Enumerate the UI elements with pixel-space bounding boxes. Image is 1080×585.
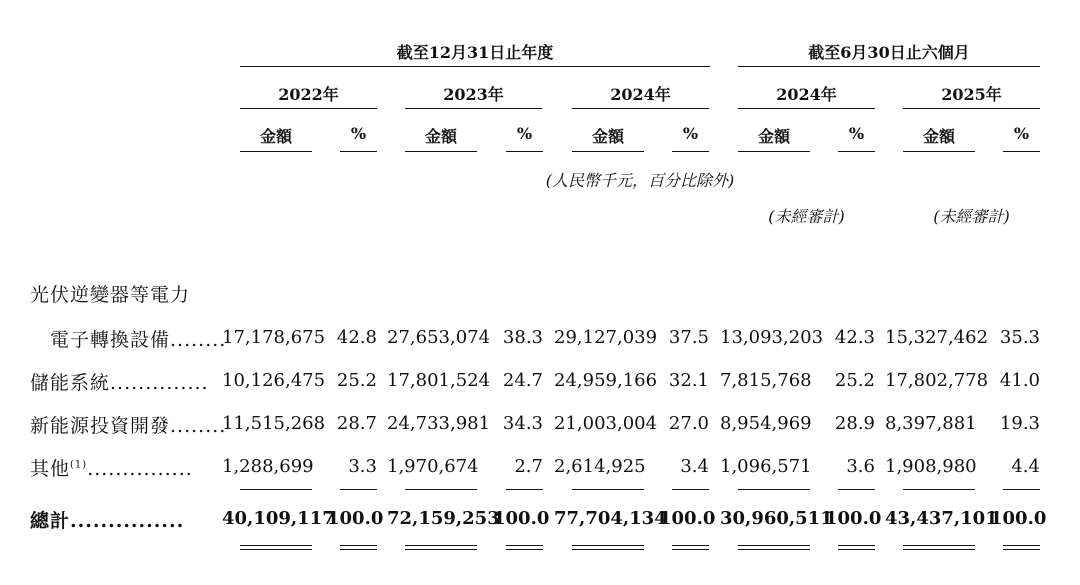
amount-cell: 11,515,268: [222, 413, 326, 434]
header-annual-rule: [240, 66, 710, 67]
header-year-rule: [405, 108, 542, 109]
row-label: [50, 325, 226, 352]
amount-cell: 15,327,462: [885, 327, 989, 348]
amount-cell: 8,397,881: [885, 413, 977, 434]
percent-cell: 4.4: [1011, 456, 1040, 477]
total-double-underline: [506, 545, 543, 550]
col-rule: [340, 151, 377, 152]
header-year-2022: 2022年: [278, 85, 339, 104]
subtotal-underline: [405, 489, 477, 490]
subtotal-underline: [738, 489, 810, 490]
total-double-underline: [672, 545, 709, 550]
row-label: [30, 454, 193, 481]
subtotal-underline: [672, 489, 709, 490]
dot-leader: ........: [170, 329, 227, 351]
percent-cell: 100.0: [493, 508, 550, 529]
total-double-underline: [1003, 545, 1040, 550]
amount-cell: 77,704,134: [554, 508, 667, 529]
unit-note: (人民幣千元，百分比除外): [545, 171, 735, 190]
dot-leader: ...............: [87, 458, 193, 480]
total-double-underline: [240, 545, 312, 550]
percent-cell: 34.3: [502, 413, 543, 434]
percent-cell: 41.0: [999, 370, 1040, 391]
dot-leader: ........: [170, 415, 227, 437]
amount-cell: 24,733,981: [387, 413, 491, 434]
amount-cell: 43,437,101: [885, 508, 998, 529]
amount-cell: 27,653,074: [387, 327, 491, 348]
percent-cell: 28.9: [834, 413, 875, 434]
amount-cell: 1,096,571: [720, 456, 812, 477]
header-year-2024: 2024年: [610, 85, 671, 104]
col-rule: [672, 151, 709, 152]
col-amount-2023: 金額: [424, 127, 457, 146]
total-double-underline: [340, 545, 377, 550]
subtotal-underline: [340, 489, 377, 490]
percent-cell: 19.3: [999, 413, 1040, 434]
percent-cell: 3.3: [348, 456, 377, 477]
row-label: [30, 368, 209, 395]
col-pct-2024: %: [682, 124, 699, 143]
amount-cell: 17,178,675: [222, 327, 326, 348]
col-rule: [1003, 151, 1040, 152]
percent-cell: 2.7: [514, 456, 543, 477]
percent-cell: 100.0: [659, 508, 716, 529]
subtotal-underline: [572, 489, 644, 490]
unaudited-note-2025: (未經審計): [933, 207, 1010, 226]
total-double-underline: [903, 545, 975, 550]
percent-cell: 24.7: [502, 370, 543, 391]
percent-cell: 42.3: [834, 327, 875, 348]
amount-cell: 21,003,004: [554, 413, 658, 434]
col-rule: [738, 151, 810, 152]
row-label-text: 總計: [30, 510, 71, 532]
header-year-rule: [738, 108, 875, 109]
header-year-2025-half: 2025年: [941, 85, 1002, 104]
amount-cell: 13,093,203: [720, 327, 824, 348]
percent-cell: 3.4: [680, 456, 709, 477]
amount-cell: 17,802,778: [885, 370, 989, 391]
dot-leader: ...............: [70, 510, 185, 532]
col-pct-2025-half: %: [1013, 124, 1030, 143]
header-halfyear-period: 截至6月30日止六個月: [808, 43, 970, 62]
total-double-underline: [838, 545, 875, 550]
percent-cell: 38.3: [502, 327, 543, 348]
header-year-rule: [240, 108, 377, 109]
header-year-2024-half: 2024年: [776, 85, 837, 104]
total-row-label: [30, 506, 184, 533]
percent-cell: 27.0: [668, 413, 709, 434]
amount-cell: 40,109,117: [222, 508, 335, 529]
header-year-rule: [903, 108, 1040, 109]
percent-cell: 42.8: [336, 327, 377, 348]
percent-cell: 100.0: [327, 508, 384, 529]
subtotal-underline: [1003, 489, 1040, 490]
footnote-marker: (1): [70, 459, 88, 471]
amount-cell: 7,815,768: [720, 370, 812, 391]
percent-cell: 25.2: [336, 370, 377, 391]
col-rule: [572, 151, 644, 152]
amount-cell: 1,970,674: [387, 456, 479, 477]
amount-cell: 24,959,166: [554, 370, 658, 391]
amount-cell: 1,288,699: [222, 456, 314, 477]
dot-leader: ..............: [110, 372, 209, 394]
unaudited-note-2024: (未經審計): [768, 207, 845, 226]
col-pct-2023: %: [516, 124, 533, 143]
amount-cell: 10,126,475: [222, 370, 326, 391]
amount-cell: 17,801,524: [387, 370, 491, 391]
col-amount-2024-half: 金額: [757, 127, 790, 146]
row-label: [30, 411, 226, 438]
row-label-text: 新能源投資開發: [30, 415, 171, 437]
header-year-2023: 2023年: [443, 85, 504, 104]
total-double-underline: [738, 545, 810, 550]
row-label-text: 儲能系統: [30, 372, 111, 394]
percent-cell: 100.0: [990, 508, 1047, 529]
col-rule: [405, 151, 477, 152]
row-label-text: 電子轉換設備: [50, 329, 171, 351]
col-amount-2025-half: 金額: [922, 127, 955, 146]
subtotal-underline: [240, 489, 312, 490]
subtotal-underline: [838, 489, 875, 490]
percent-cell: 35.3: [999, 327, 1040, 348]
col-pct-2022: %: [350, 124, 367, 143]
amount-cell: 29,127,039: [554, 327, 658, 348]
col-rule: [838, 151, 875, 152]
amount-cell: 30,960,511: [720, 508, 833, 529]
subtotal-underline: [506, 489, 543, 490]
subtotal-underline: [903, 489, 975, 490]
col-rule: [506, 151, 543, 152]
percent-cell: 25.2: [834, 370, 875, 391]
header-annual-period: 截至12月31日止年度: [396, 43, 554, 62]
col-rule: [903, 151, 975, 152]
total-double-underline: [405, 545, 477, 550]
col-amount-2024: 金額: [591, 127, 624, 146]
amount-cell: 2,614,925: [554, 456, 646, 477]
amount-cell: 8,954,969: [720, 413, 812, 434]
amount-cell: 1,908,980: [885, 456, 977, 477]
percent-cell: 3.6: [846, 456, 875, 477]
percent-cell: 37.5: [668, 327, 709, 348]
percent-cell: 32.1: [668, 370, 709, 391]
header-year-rule: [572, 108, 709, 109]
col-amount-2022: 金額: [259, 127, 292, 146]
header-halfyear-rule: [738, 66, 1040, 67]
total-double-underline: [572, 545, 644, 550]
row-label-text: 其他: [30, 458, 71, 480]
col-pct-2024-half: %: [848, 124, 865, 143]
percent-cell: 100.0: [825, 508, 882, 529]
percent-cell: 28.7: [336, 413, 377, 434]
col-rule: [240, 151, 312, 152]
amount-cell: 72,159,253: [387, 508, 500, 529]
section-title: 光伏逆變器等電力: [30, 284, 191, 306]
